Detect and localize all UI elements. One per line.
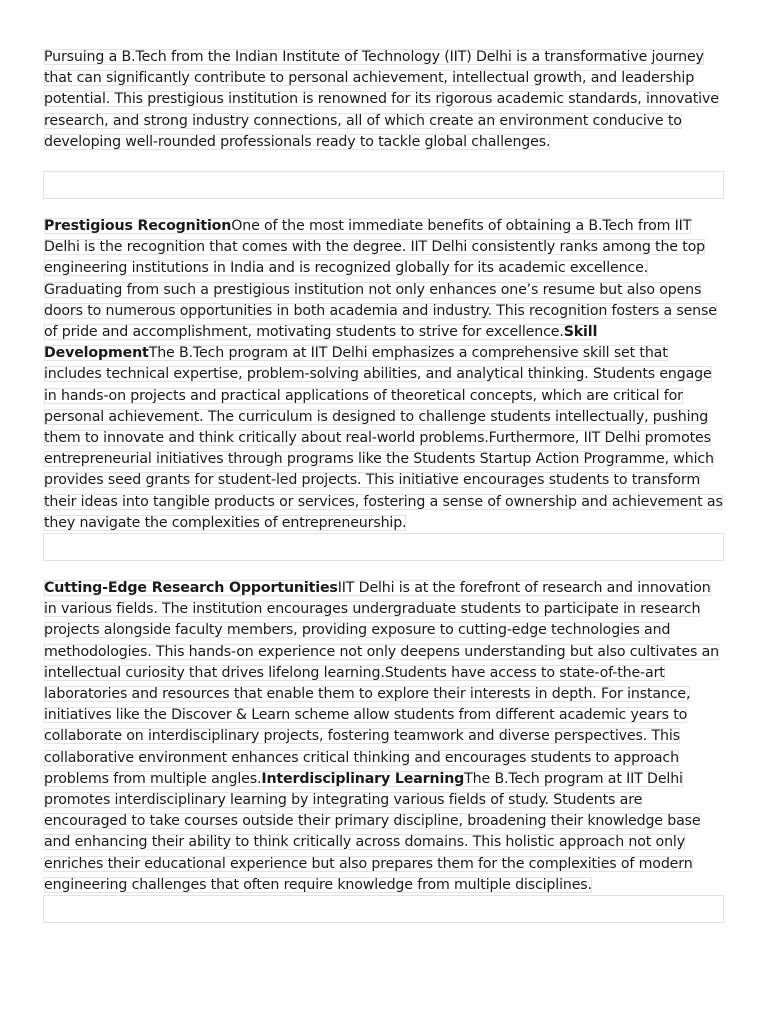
section-paragraph bbox=[44, 578, 724, 896]
section-text-run bbox=[44, 580, 719, 893]
section-heading: Cutting-Edge Research Opportunities bbox=[44, 580, 338, 596]
section-body: The B.Tech program at IIT Delhi promotes interdisciplinary learning by integrating various fields of study. Students are encouraged to take courses outside their primary discipline, broadening their knowledge base and enhancing their ability to think critically across domains. This holistic approach not only enriches their educational experience but also prepares them for the complexities of modern engineering challenges that often require knowledge from multiple disciplines. bbox=[44, 770, 701, 893]
section-body: The B.Tech program at IIT Delhi emphasizes a comprehensive skill set that includes technical expertise, problem-solving abilities, and analytical thinking. Students engage in hands-on projects and practical applications of theoretical concepts, which are critical for personal achievement. The curriculum is designed to challenge students intellectually, pushing them to innovate and think critically about real-world problems.Furthermore, IIT Delhi promotes entrepreneurial initiatives through programs like the Students Startup Action Programme, which provides seed grants for student-led projects. This initiative encourages students to transform their ideas into tangible products or services, fostering a sense of ownership and achievement as they navigate the complexities of entrepreneurship. bbox=[44, 345, 723, 531]
intro-paragraph bbox=[44, 47, 724, 153]
intro-text: Pursuing a B.Tech from the Indian Institute of Technology (IIT) Delhi is a transformative journey that can significantly contribute to personal achievement, intellectual growth, and leadership potential. This prestigious institution is renowned for its rigorous academic standards, innovative research, and strong industry connections, all of which create an environment conducive to developing well-rounded professionals ready to tackle global challenges. bbox=[44, 49, 719, 150]
section-body: IIT Delhi is at the forefront of research and innovation in various fields. The institution encourages undergraduate students to participate in research projects alongside faculty members, providing exposure to cutting-edge technologies and methodologies. This hands-on experience not only deepens understanding but also cultivates an intellectual curiosity that drives lifelong learning.Students have access to state-of-the-art laboratories and resources that enable them to explore their interests in depth. For instance, initiatives like the Discover & Learn scheme allow students from different academic years to collaborate on interdisciplinary projects, fostering teamwork and diverse perspectives. This collaborative environment enhances critical thinking and encourages students to approach problems from multiple angles. bbox=[44, 580, 720, 787]
section-heading: Interdisciplinary Learning bbox=[261, 770, 465, 787]
section-heading: Skill Development bbox=[44, 324, 598, 362]
section-heading: Prestigious Recognition bbox=[44, 218, 232, 234]
section-paragraph bbox=[44, 216, 724, 534]
section-text-run bbox=[44, 218, 723, 531]
empty-text-block[interactable] bbox=[43, 895, 724, 923]
empty-text-block[interactable] bbox=[43, 533, 724, 561]
empty-text-block[interactable] bbox=[43, 171, 724, 199]
section-body: One of the most immediate benefits of obtaining a B.Tech from IIT Delhi is the recognition that comes with the degree. IIT Delhi consistently ranks among the top engineering institutions in India and is recognized globally for its academic excellence. Graduating from such a prestigious institution not only enhances one’s resume but also opens doors to numerous opportunities in both academia and industry. This recognition fosters a sense of pride and accomplishment, motivating students to strive for excellence. bbox=[44, 218, 717, 341]
